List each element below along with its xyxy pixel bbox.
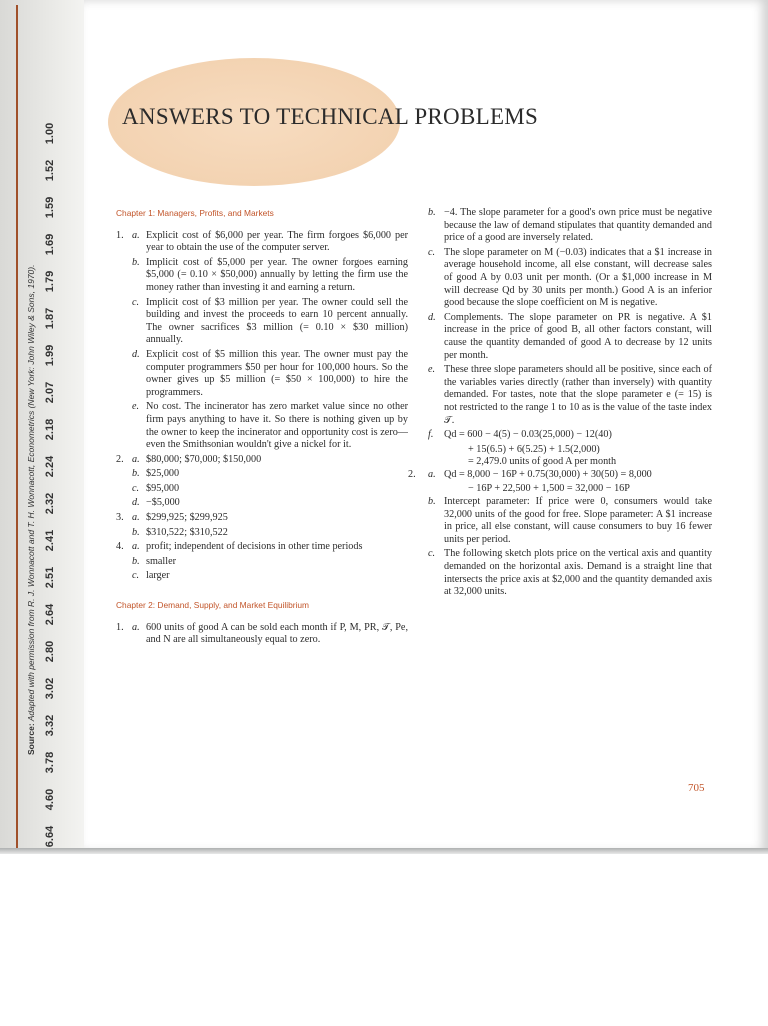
- problem-number: 1.: [116, 229, 124, 241]
- answer-item: [116, 570, 408, 583]
- answer-item: [116, 257, 408, 295]
- table-value: 6.64: [44, 825, 56, 848]
- answer-text: $25,000: [146, 468, 180, 480]
- part-letter: c.: [428, 246, 436, 258]
- answer-item: [428, 364, 712, 427]
- part-letter: b.: [132, 256, 140, 268]
- answer-text: $299,925; $299,925: [146, 512, 228, 524]
- answer-text: $310,522; $310,522: [146, 526, 228, 538]
- chapter-heading: Chapter 1: Managers, Profits, and Markets: [116, 208, 274, 218]
- table-value: 2.24: [44, 455, 56, 478]
- part-letter: b.: [132, 526, 140, 538]
- answer-text: Intercept parameter: If price were 0, consumers would take 32,000 units of the good for free. Slope parameter: A $1 increase in price, all else constant, will cause consumers to buy 16 fewer units per period.: [444, 496, 712, 545]
- problem-number: 3.: [116, 512, 124, 524]
- part-letter: c.: [132, 570, 140, 582]
- problem-number: 1.: [116, 621, 124, 633]
- problem-number: 2.: [408, 468, 416, 480]
- chapter-heading: Chapter 2: Demand, Supply, and Market Equilibrium: [116, 600, 310, 611]
- answer-text: These three slope parameters should all be positive, since each of the variables varies directly (rather than inversely) with quantity demanded. For tastes, note that the slope parameter e (= 15) is not restricted to the range 1 to 10 as is the value of the taste index 𝒯.: [444, 364, 712, 426]
- right-column: [408, 207, 712, 601]
- side-table-strip: [0, 0, 86, 852]
- answer-item: [428, 312, 712, 362]
- answer-item: [116, 468, 408, 481]
- table-value: 1.52: [44, 159, 56, 182]
- part-letter: e.: [132, 401, 140, 413]
- problem-number: 2.: [116, 453, 124, 465]
- answer-text: Implicit cost of $5,000 per year. The owner forgoes earning $5,000 (= 0.10 × $50,000) annually by letting the firm use the money rather than investing it and earning a return.: [146, 256, 408, 293]
- table-source-note: [26, 265, 36, 755]
- part-letter: c.: [428, 548, 436, 560]
- answer-text: Complements. The slope parameter on PR is negative. A $1 increase in the price of good B, all other factors constant, will cause the quantity demanded of good A to decrease by 12 units per month.: [444, 311, 712, 361]
- part-letter: a.: [132, 512, 140, 524]
- equation-line: Qd = 600 − 4(5) − 0.03(25,000) − 12(40): [444, 429, 612, 441]
- table-rule: [16, 5, 18, 852]
- answer-item: [116, 483, 408, 496]
- answer-text: The following sketch plots price on the vertical axis and quantity demanded on the horizontal axis. Demand is a straight line that intersects the price axis at $2,000 and the quantity demanded axis at 32,000 units.: [444, 548, 712, 598]
- equation-line: = 2,479.0 units of good A per month: [468, 456, 617, 468]
- source-text: Adapted with permission from R. J. Wonnacott and T. H. Wonnacott, Econometrics (New York: John Wiley & Sons, 1970).: [26, 264, 36, 722]
- answer-text: Explicit cost of $5 million this year. The owner must pay the computer programmers $50 per hour for 100,000 hours. So the owner gives up $5 million (= $50 × 100,000) to hire the programmers.: [146, 348, 408, 398]
- part-letter: d.: [428, 311, 436, 323]
- table-value-row: [44, 5, 60, 852]
- answer-item: [116, 297, 408, 347]
- answer-item: [428, 247, 712, 310]
- answer-item: [116, 497, 408, 510]
- equation-line: + 15(6.5) + 6(5.25) + 1.5(2,000): [468, 443, 600, 455]
- answer-item: [428, 207, 712, 245]
- part-letter: a.: [132, 621, 140, 633]
- answer-item: [428, 548, 712, 598]
- table-value: 2.80: [44, 640, 56, 663]
- part-letter: e.: [428, 364, 436, 376]
- part-letter: d.: [132, 497, 140, 509]
- part-letter: c.: [132, 482, 140, 494]
- table-value: 1.99: [44, 344, 56, 367]
- part-letter: b.: [428, 496, 436, 508]
- answer-text: No cost. The incinerator has zero market value since no other firm pays anything to have it. So there is nothing given up by the owner to keep the incinerator and opportunity cost is zero—even the Smithsonian wouldn't give a nickel for it.: [146, 401, 408, 451]
- part-letter: a.: [428, 468, 436, 480]
- answer-item: [116, 401, 408, 451]
- part-letter: b.: [428, 207, 436, 218]
- part-letter: f.: [428, 429, 434, 441]
- table-value: 2.64: [44, 603, 56, 626]
- table-value: 1.69: [44, 233, 56, 256]
- blank-area-below-page: [0, 854, 768, 1026]
- answer-item: [428, 429, 712, 442]
- table-value: 3.02: [44, 677, 56, 700]
- answer-text: larger: [146, 570, 170, 582]
- answer-item: [116, 230, 408, 255]
- part-letter: a.: [132, 453, 140, 465]
- answer-item: [116, 527, 408, 540]
- answer-item: [408, 468, 712, 482]
- answer-text: smaller: [146, 555, 176, 567]
- answer-text: $80,000; $70,000; $150,000: [146, 453, 262, 465]
- answer-text: $95,000: [146, 482, 180, 494]
- part-letter: a.: [132, 541, 140, 553]
- table-value: 3.78: [44, 751, 56, 774]
- table-value: 3.32: [44, 714, 56, 737]
- table-value: 1.00: [44, 122, 56, 145]
- answer-text: Explicit cost of $6,000 per year. The firm forgoes $6,000 per year to obtain the use of the computer server.: [146, 229, 408, 254]
- part-letter: d.: [132, 348, 140, 360]
- answer-item: [116, 349, 408, 399]
- answer-item: [116, 622, 408, 647]
- part-letter: c.: [132, 296, 140, 308]
- problem-number: 4.: [116, 541, 124, 553]
- answer-item: [428, 496, 712, 546]
- part-letter: b.: [132, 468, 140, 480]
- answer-text: 600 units of good A can be sold each month if P, M, PR, 𝒯, Pe, and N are all simultaneously equal to zero.: [146, 621, 408, 646]
- table-value: 4.60: [44, 788, 56, 811]
- answer-text: −$5,000: [146, 497, 180, 509]
- left-column: [116, 207, 408, 649]
- answer-item: [116, 454, 408, 467]
- answer-text: The slope parameter on M (−0.03) indicates that a $1 increase in average household income, all else constant, will decrease sales of good A by 0.03 unit per month. (Or a $1,000 increase in M will decrease Qd by 30 units per month.) Good A is an inferior good because the slope coefficient on M is negative.: [444, 246, 712, 309]
- part-letter: a.: [132, 229, 140, 241]
- table-value: 1.87: [44, 307, 56, 330]
- table-value: 2.41: [44, 529, 56, 552]
- answer-text: Implicit cost of $3 million per year. The owner could sell the building and invest the proceeds to earn 10 percent annually. The owner sacrifices $3 million (= 0.10 × $30 million) annually.: [146, 296, 408, 346]
- table-value: 2.32: [44, 492, 56, 515]
- answer-item: [116, 512, 408, 525]
- table-value: 1.59: [44, 196, 56, 219]
- table-value: 2.07: [44, 381, 56, 404]
- page-number: 705: [688, 782, 705, 794]
- table-value: 2.18: [44, 418, 56, 441]
- source-label: Source:: [26, 723, 36, 755]
- table-value: 2.51: [44, 566, 56, 589]
- equation-line: − 16P + 22,500 + 1,500 = 32,000 − 16P: [468, 483, 630, 495]
- part-letter: b.: [132, 555, 140, 567]
- answer-text: −4. The slope parameter for a good's own price must be negative because the law of demand stipulates that quantity demanded and price of a good are inversely related.: [444, 207, 712, 244]
- equation-line: Qd = 8,000 − 16P + 0.75(30,000) + 30(50) = 8,000: [444, 468, 652, 480]
- answer-item: [116, 541, 408, 554]
- page-title: ANSWERS TO TECHNICAL PROBLEMS: [122, 104, 539, 129]
- table-value: 1.79: [44, 270, 56, 293]
- answer-text: profit; independent of decisions in other time periods: [146, 541, 363, 553]
- rotated-table-fragment: [26, 5, 84, 852]
- answer-item: [116, 556, 408, 569]
